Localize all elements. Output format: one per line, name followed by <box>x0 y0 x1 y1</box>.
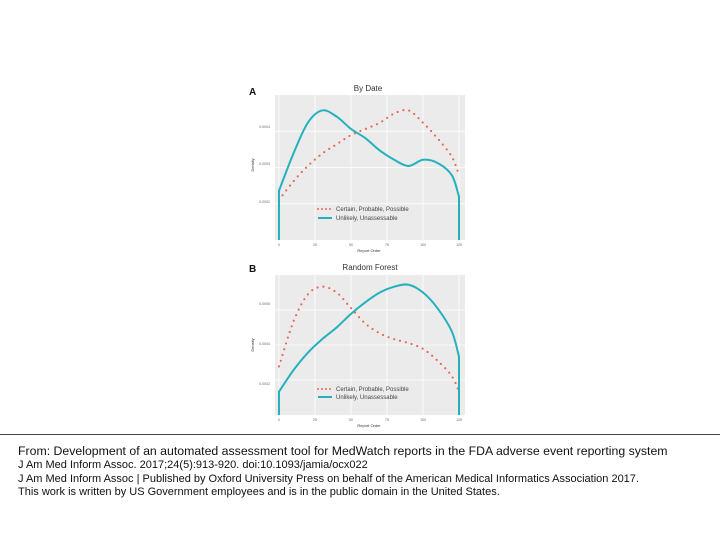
panel-a-x-tick: 125 <box>456 243 462 247</box>
legend-label-certain: Certain, Probable, Possible <box>336 207 409 213</box>
panel-a-x-tick: 25 <box>313 243 317 247</box>
panel-b <box>249 263 465 428</box>
panel-b-x-tick: 0 <box>278 418 280 422</box>
panel-b-x-tick: 125 <box>456 418 462 422</box>
panel-b-y-tick: 0.0006 <box>259 302 270 306</box>
caption-publisher: J Am Med Inform Assoc | Published by Oxford University Press on behalf of the American Medical Informatics Association 2017. <box>18 472 639 485</box>
legend-label-certain: Certain, Probable, Possible <box>336 387 409 393</box>
panel-a-x-axis-label: Report Order <box>357 248 381 253</box>
panel-b-x-axis-label: Report Order <box>357 423 381 428</box>
panel-b-x-tick: 100 <box>420 418 426 422</box>
panel-a-x-tick: 100 <box>420 243 426 247</box>
panel-b-x-tick: 75 <box>385 418 389 422</box>
panel-a-letter: A <box>249 87 257 98</box>
panel-b-y-axis-label: Density <box>250 338 255 352</box>
panel-b-y-tick: 0.0002 <box>259 382 270 386</box>
panel-b-y-tick: 0.0004 <box>259 342 270 346</box>
panel-a-x-tick: 50 <box>349 243 353 247</box>
panel-a-y-tick: 0.0002 <box>259 200 270 204</box>
legend-label-unlikely: Unlikely, Unassessable <box>336 216 398 222</box>
caption-divider <box>0 434 720 435</box>
panel-a-y-tick: 0.0003 <box>259 162 270 166</box>
caption-rights: This work is written by US Government employees and is in the public domain in the United States. <box>18 486 500 498</box>
caption <box>18 443 708 500</box>
panel-b-x-tick: 25 <box>313 418 317 422</box>
legend-label-unlikely: Unlikely, Unassessable <box>336 395 398 401</box>
caption-citation: J Am Med Inform Assoc. 2017;24(5):913-920. doi:10.1093/jamia/ocx022 <box>18 459 368 471</box>
panel-b-title: Random Forest <box>342 263 398 272</box>
panel-a-y-axis-label: Density <box>250 158 255 172</box>
panel-b-letter: B <box>249 264 257 275</box>
panel-a-title: By Date <box>353 84 383 93</box>
panel-a-x-tick: 0 <box>278 243 280 247</box>
panel-b-x-tick: 50 <box>349 418 353 422</box>
panel-a <box>249 84 465 253</box>
panel-a-y-tick: 0.0004 <box>259 125 270 129</box>
caption-title: From: Development of an automated assessment tool for MedWatch reports in the FDA adverse event reporting system <box>18 444 668 458</box>
panel-a-x-tick: 75 <box>385 243 389 247</box>
